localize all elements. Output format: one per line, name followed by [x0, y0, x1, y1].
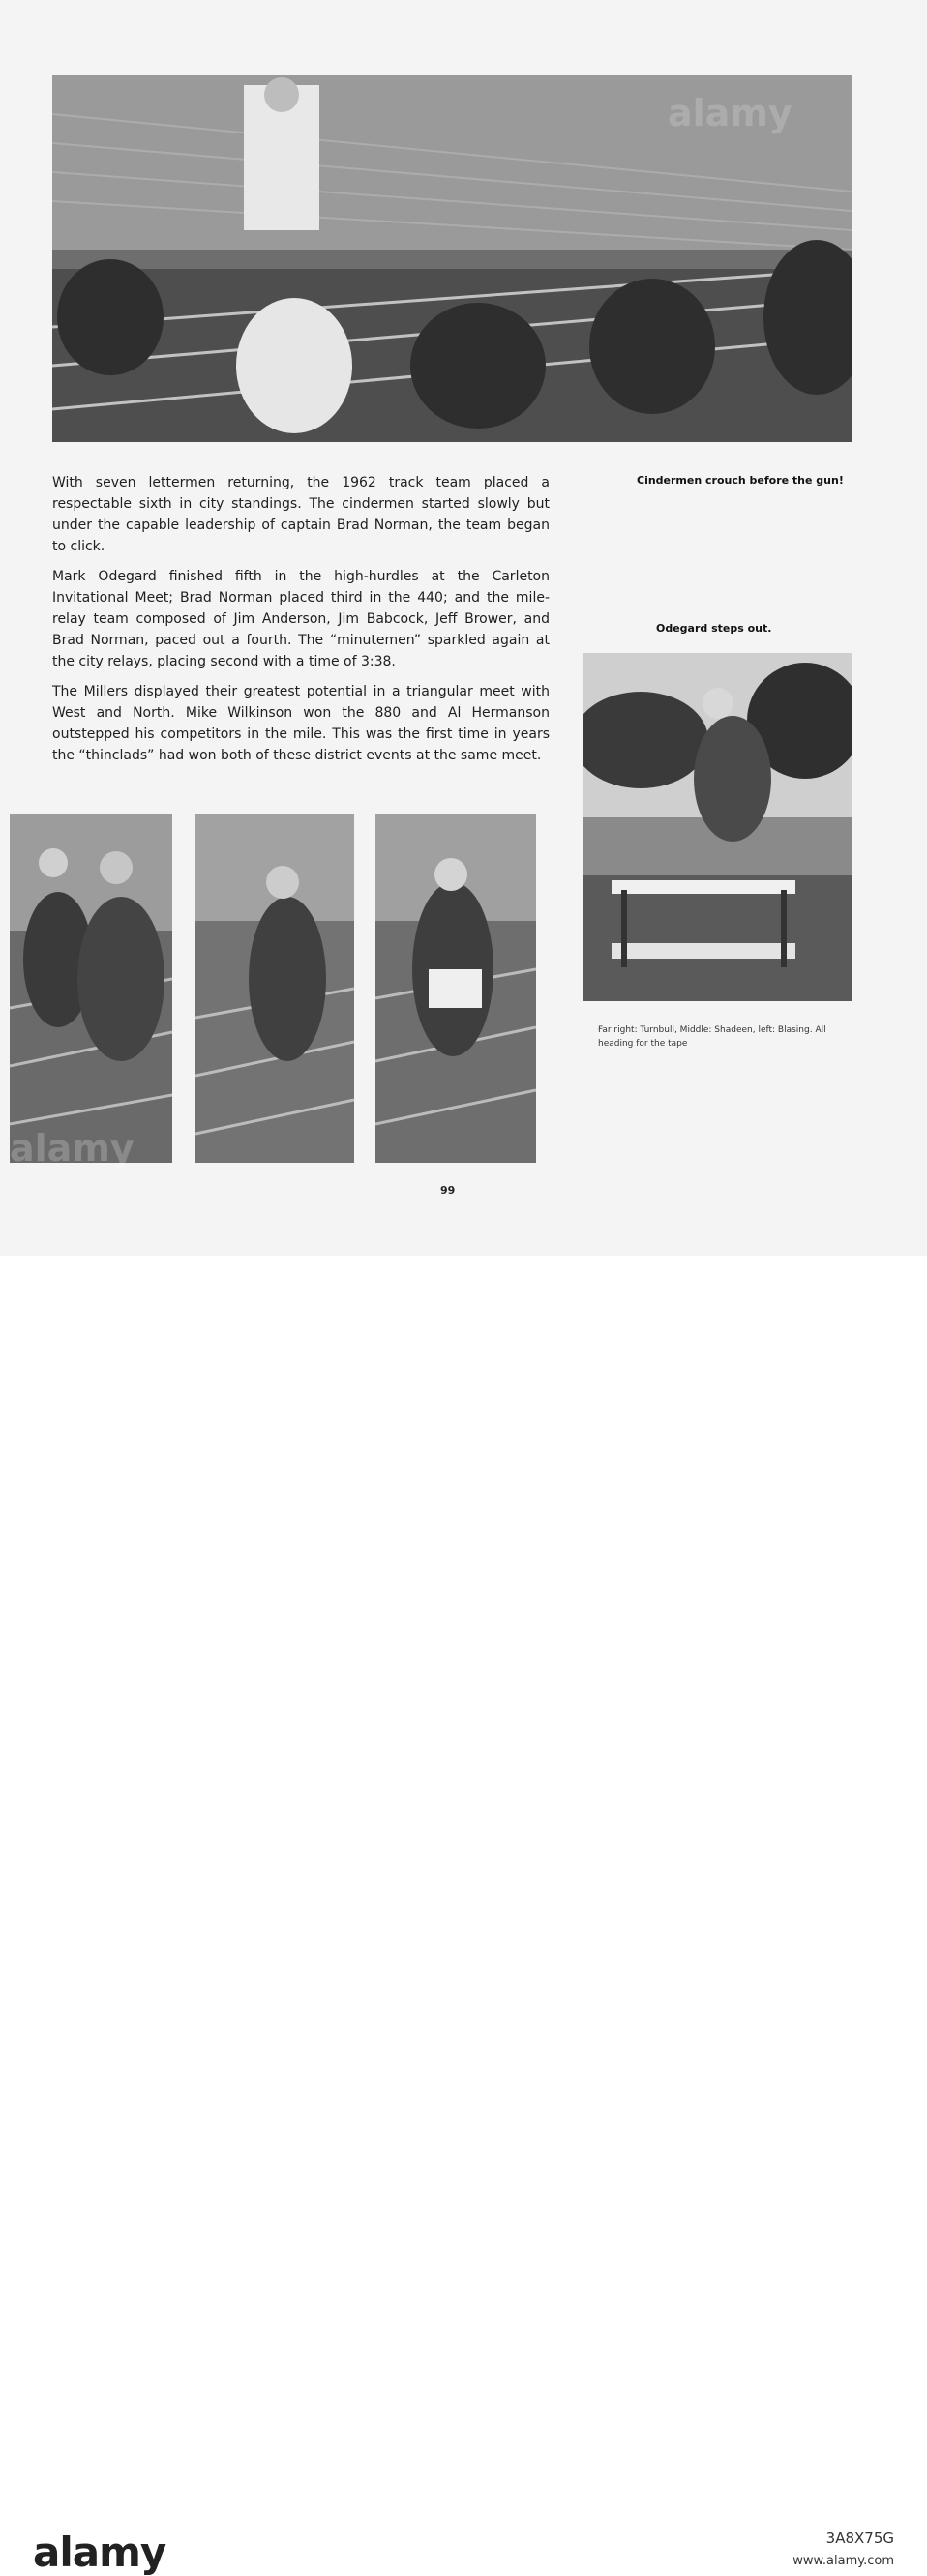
photo-runner-middle — [195, 814, 354, 1163]
article-paragraph: Mark Odegard finished fifth in the high-hurdles at the Carleton Invitational Meet; Brad Norman placed third in the 440; and the mile-relay team composed of Jim Anderson, Jim Babcock, Jeff Brower, and Brad Norman, paced out a fourth. The “minutemen” sparkled again at the city relays, placing second with a time of 3:38. — [52, 569, 550, 669]
article-paragraph: With seven lettermen returning, the 1962 track team placed a respectable sixth in city standings. The cindermen started slowly but under the capable leadership of captain Brad Norman, the team began to click. — [52, 475, 550, 554]
caption-runners-photos: Far right: Turnbull, Middle: Shadeen, left: Blasing. All heading for the tape — [598, 1025, 826, 1049]
page-number: 99 — [440, 1184, 456, 1197]
stock-banner — [0, 1256, 927, 2576]
photo-sprinters-start — [52, 75, 852, 442]
runners-left-illustration — [10, 814, 172, 1163]
runner-middle-illustration — [195, 814, 354, 1163]
photo-runners-left — [10, 814, 172, 1163]
image-id: 3A8X75G — [825, 2530, 894, 2547]
caption-hurdle-photo: Odegard steps out. — [656, 622, 772, 635]
caption-top-photo: Cindermen crouch before the gun! — [637, 474, 844, 487]
hurdler-illustration — [583, 653, 852, 1001]
yearbook-page — [0, 0, 927, 1256]
article-paragraph: The Millers displayed their greatest potential in a triangular meet with West and North. Mike Wilkinson won the 880 and Al Hermanson outstepped his competitors in the mile. This was the first time in years the “thinclads” had won both of these district events at the same meet. — [52, 684, 550, 763]
photo-hurdler — [583, 653, 852, 1001]
sprinters-start-illustration — [52, 75, 852, 442]
stock-url[interactable]: www.alamy.com — [792, 2554, 894, 2568]
watermark: alamy — [10, 1127, 135, 1170]
runner-right-illustration — [375, 814, 536, 1163]
photo-runner-right — [375, 814, 536, 1163]
article-body — [52, 472, 550, 775]
brand-logo: alamy — [33, 2529, 166, 2576]
